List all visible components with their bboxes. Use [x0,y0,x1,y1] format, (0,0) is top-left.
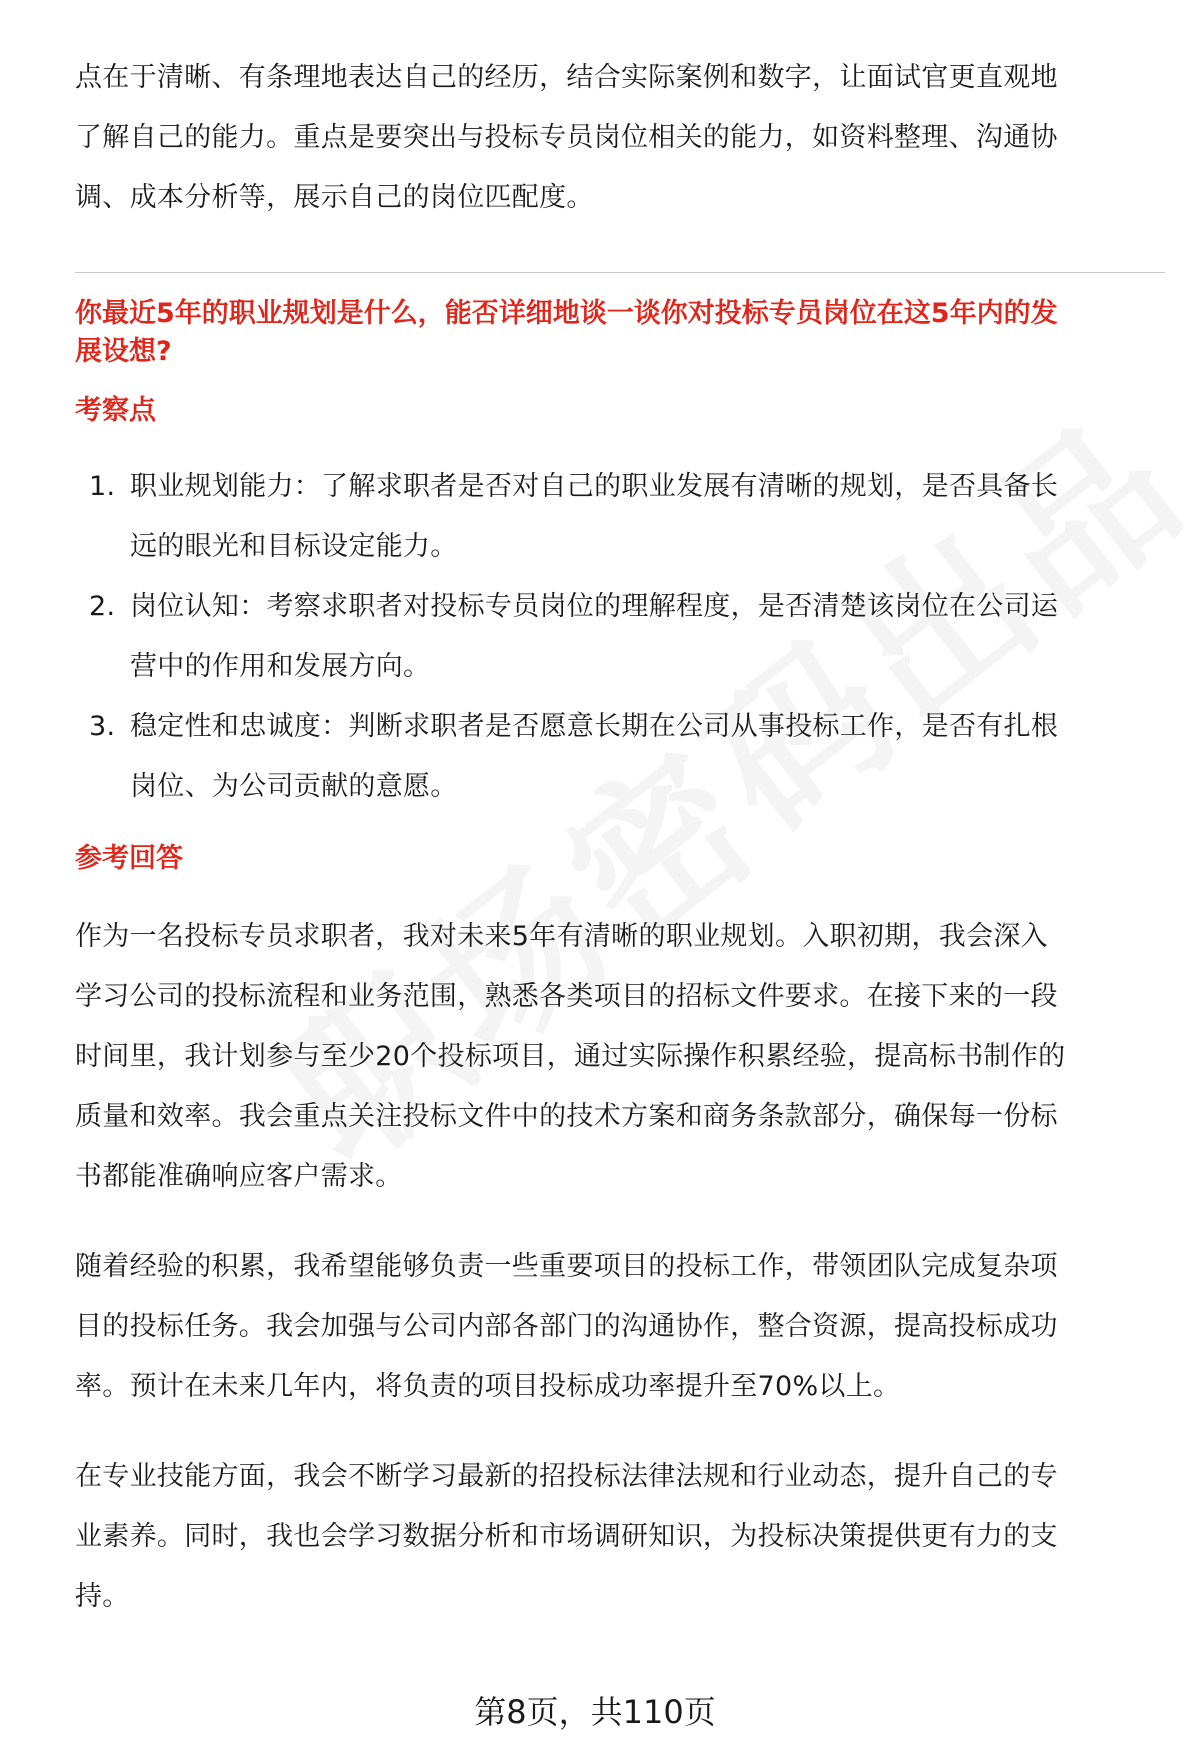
answer-paragraph [75,1237,1165,1417]
answer-line: 业素养。同时，我也会学习数据分析和市场调研知识，为投标决策提供更有力的支 [75,1521,1058,1552]
list-item-line: 职业规划能力：了解求职者是否对自己的职业发展有清晰的规划，是否具备长 [130,471,1059,502]
intro-line: 点在于清晰、有条理地表达自己的经历，结合实际案例和数字，让面试官更直观地 [75,62,1058,93]
answer-line: 率。预计在未来几年内，将负责的项目投标成功率提升至70%以上。 [75,1371,901,1402]
assessment-heading: 考察点 [75,395,156,426]
list-item-number: 3. [89,711,116,742]
answer-paragraph [75,907,1165,1207]
list-item-line: 稳定性和忠诚度：判断求职者是否愿意长期在公司从事投标工作，是否有扎根 [130,711,1059,742]
list-item [75,457,1165,577]
list-item-line: 远的眼光和目标设定能力。 [130,531,458,562]
answer-paragraph [75,1447,1165,1627]
list-item-line: 岗位、为公司贡献的意愿。 [130,771,458,802]
answer-line: 质量和效率。我会重点关注投标文件中的技术方案和商务条款部分，确保每一份标 [75,1101,1058,1132]
answer-line: 学习公司的投标流程和业务范围，熟悉各类项目的招标文件要求。在接下来的一段 [75,981,1058,1012]
intro-line: 调、成本分析等，展示自己的岗位匹配度。 [75,182,594,213]
answer-heading: 参考回答 [75,843,183,874]
question-line: 展设想? [75,336,172,367]
assessment-list [75,457,1165,817]
answer-line: 目的投标任务。我会加强与公司内部各部门的沟通协作，整合资源，提高投标成功 [75,1311,1058,1342]
page-number-footer: 第8页，共110页 [474,1693,716,1731]
page-content [75,48,1165,1657]
answer-line: 在专业技能方面，我会不断学习最新的招投标法律法规和行业动态，提升自己的专 [75,1461,1058,1492]
answer-line: 随着经验的积累，我希望能够负责一些重要项目的投标工作，带领团队完成复杂项 [75,1251,1058,1282]
section-divider [75,272,1165,273]
intro-line: 了解自己的能力。重点是要突出与投标专员岗位相关的能力，如资料整理、沟通协 [75,122,1058,153]
answer-line: 时间里，我计划参与至少20个投标项目，通过实际操作积累经验，提高标书制作的 [75,1041,1066,1072]
list-item-number: 1. [89,471,116,502]
answer-line: 作为一名投标专员求职者，我对未来5年有清晰的职业规划。入职初期，我会深入 [75,921,1048,952]
list-item-line: 岗位认知：考察求职者对投标专员岗位的理解程度，是否清楚该岗位在公司运 [130,591,1059,622]
answer-line: 书都能准确响应客户需求。 [75,1161,403,1192]
interview-question [75,295,1165,371]
list-item [75,697,1165,817]
intro-paragraph [75,48,1165,228]
question-line: 你最近5年的职业规划是什么，能否详细地谈一谈你对投标专员岗位在这5年内的发 [75,298,1058,329]
list-item [75,577,1165,697]
list-item-number: 2. [89,591,116,622]
list-item-line: 营中的作用和发展方向。 [130,651,431,682]
answer-line: 持。 [75,1581,130,1612]
